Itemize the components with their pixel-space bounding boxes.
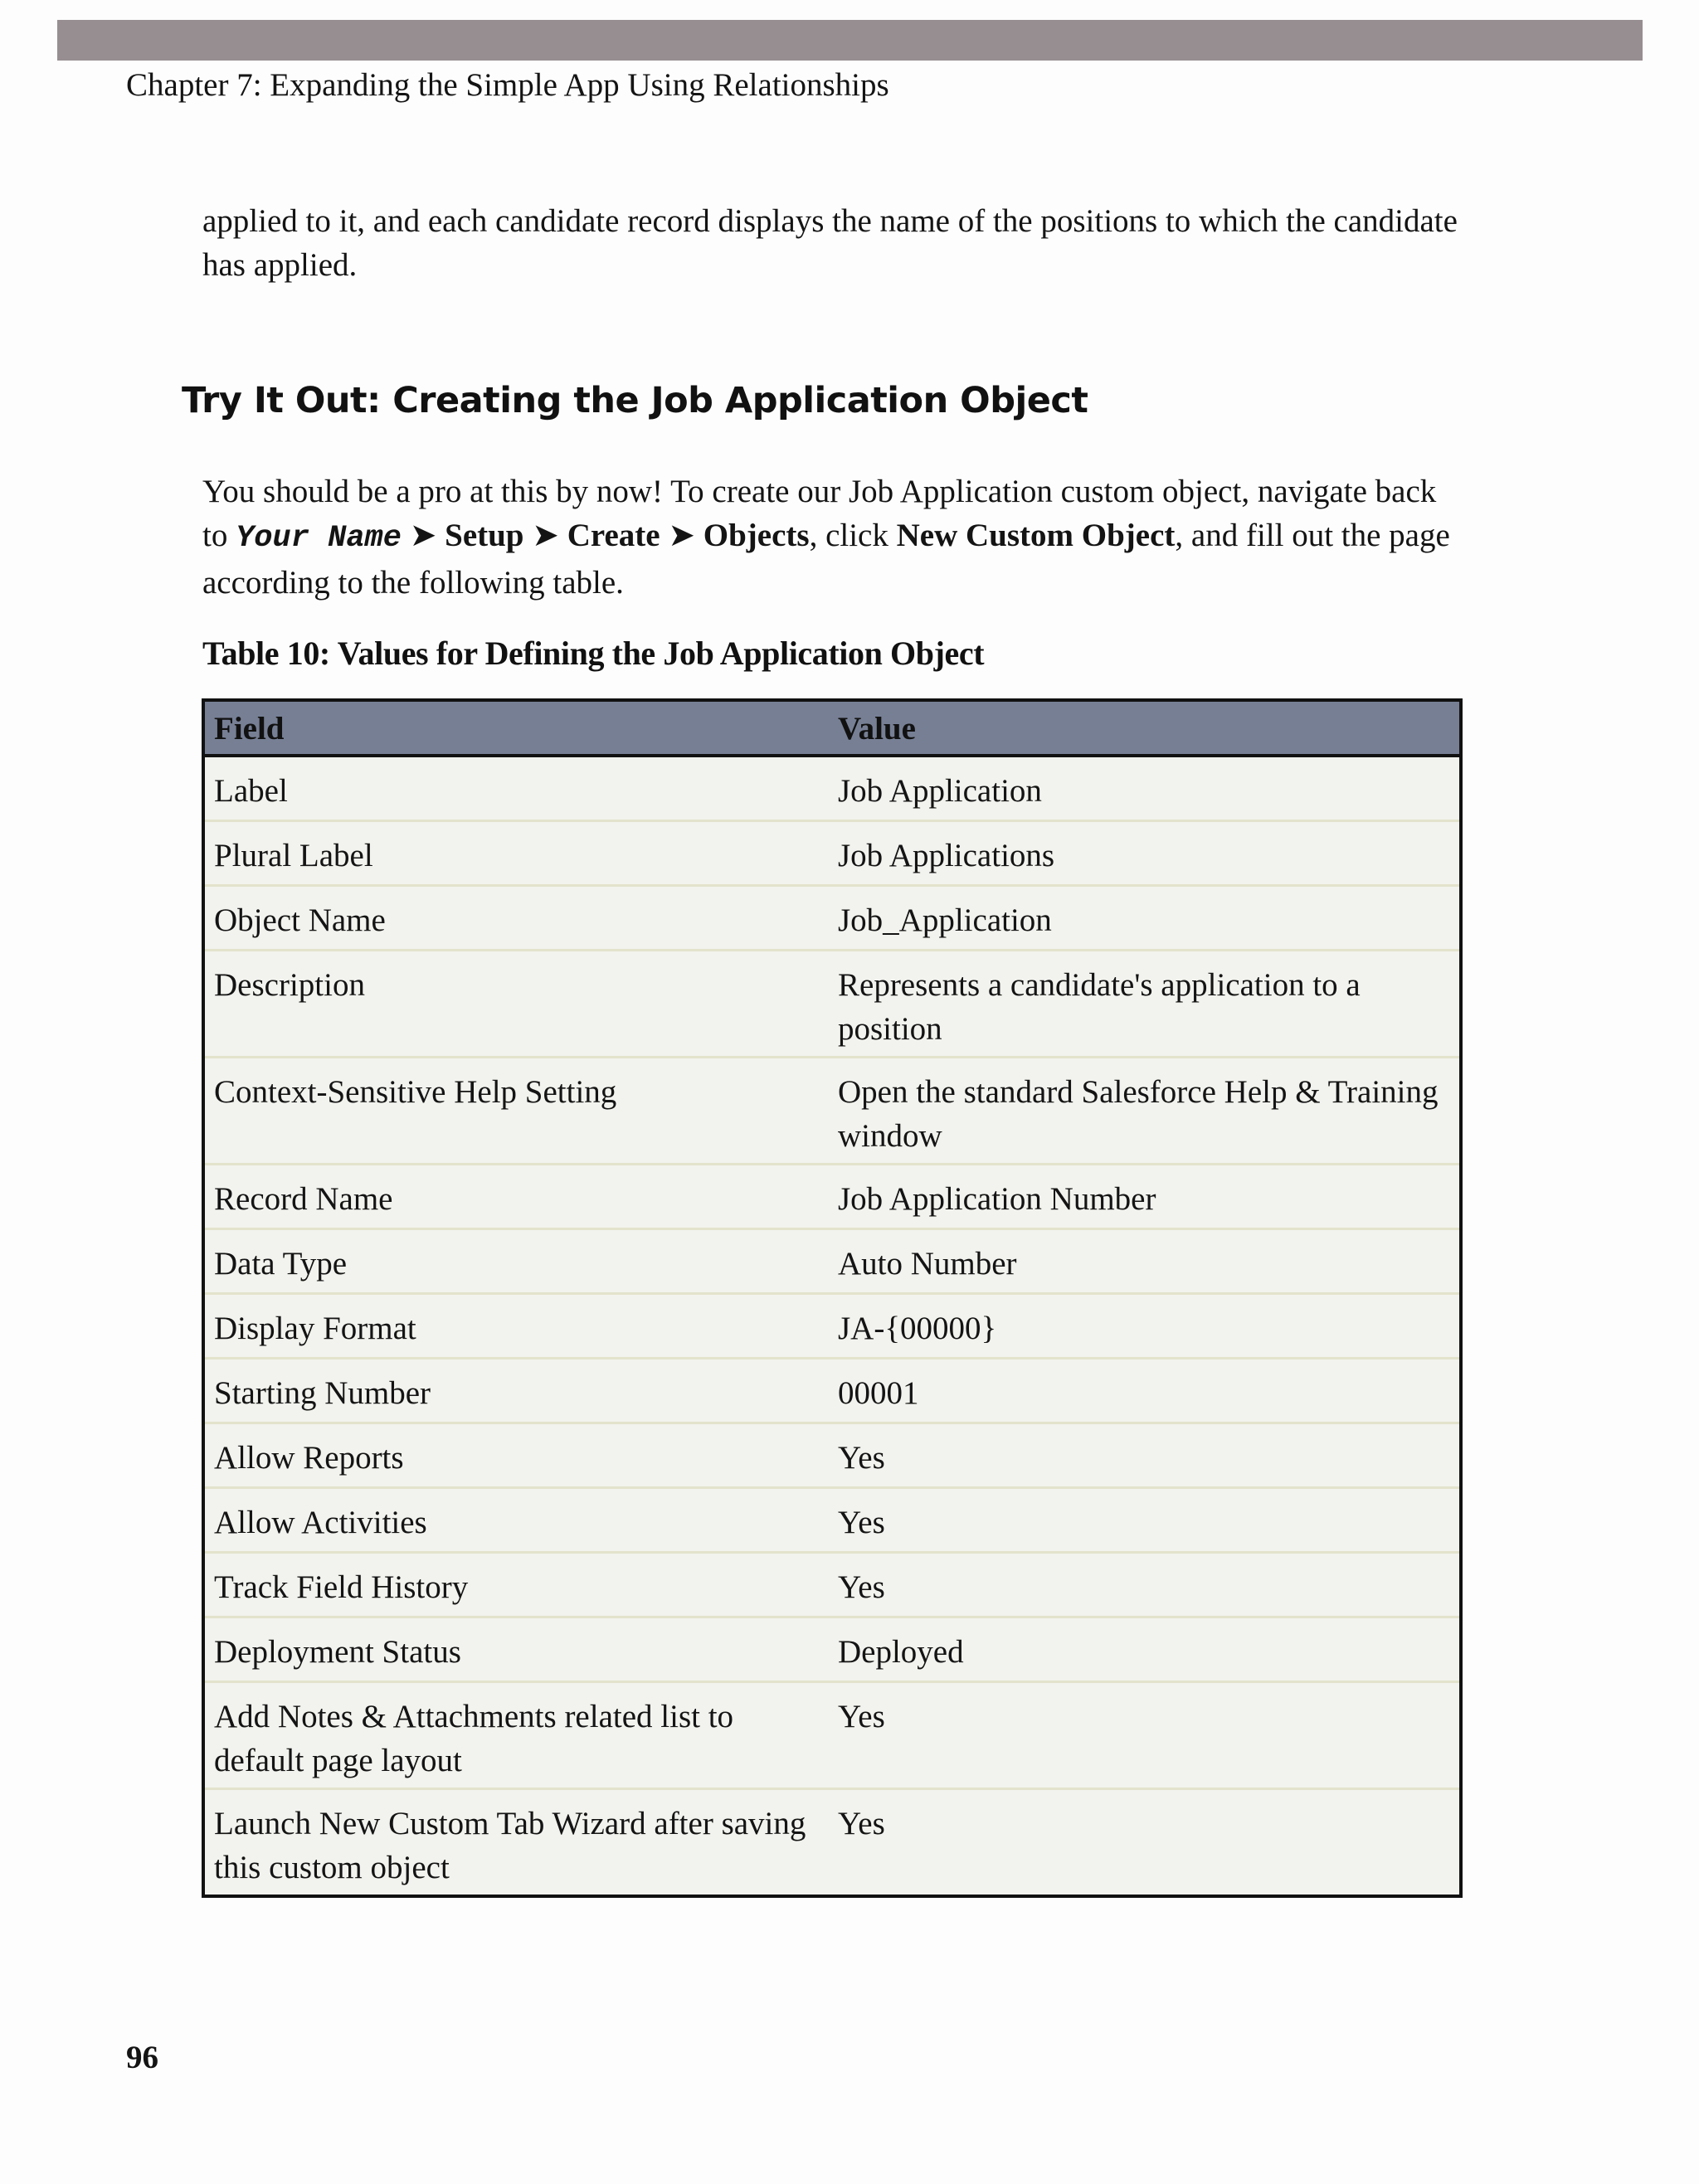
field-cell: Data Type (203, 1229, 829, 1294)
create-menu-path: Create (567, 518, 660, 553)
instructions-text-1: You should be a pro at this by now! To create our Job Application custom object, navigate back to (202, 474, 1437, 553)
table-row (203, 1058, 1461, 1165)
value-cell: Yes (829, 1789, 1461, 1897)
field-cell: Track Field History (203, 1553, 829, 1617)
table-row (203, 1617, 1461, 1682)
field-cell: Label (203, 756, 829, 821)
value-cell: Auto Number (829, 1229, 1461, 1294)
table-row (203, 1229, 1461, 1294)
table-row (203, 886, 1461, 951)
value-cell: Job Application (829, 756, 1461, 821)
value-cell: Job Applications (829, 821, 1461, 886)
field-cell: Starting Number (203, 1359, 829, 1423)
column-header-value: Value (829, 700, 1461, 756)
field-cell: Record Name (203, 1165, 829, 1229)
table-row (203, 1423, 1461, 1488)
table-row (203, 1165, 1461, 1229)
running-head: Chapter 7: Expanding the Simple App Using Relationships (126, 67, 889, 103)
value-cell: Open the standard Salesforce Help & Training window (829, 1058, 1461, 1165)
table-row (203, 951, 1461, 1058)
objects-menu-path: Objects (703, 518, 810, 553)
field-cell: Description (203, 951, 829, 1058)
value-cell: Yes (829, 1488, 1461, 1553)
value-cell: Job_Application (829, 886, 1461, 951)
field-cell: Display Format (203, 1294, 829, 1359)
field-cell: Deployment Status (203, 1617, 829, 1682)
value-cell: Yes (829, 1423, 1461, 1488)
page-number: 96 (126, 2040, 158, 2075)
field-cell: Object Name (203, 886, 829, 951)
table-row (203, 1294, 1461, 1359)
value-cell: Yes (829, 1553, 1461, 1617)
value-cell: Yes (829, 1682, 1461, 1789)
header-bar (57, 20, 1643, 61)
path-separator: ➤ (523, 518, 567, 553)
table-header-row (203, 700, 1461, 756)
instructions-text-3: , and fill out the page according to the following table. (202, 518, 1450, 601)
new-custom-object-label: New Custom Object (896, 518, 1176, 553)
field-cell: Allow Activities (203, 1488, 829, 1553)
field-cell: Allow Reports (203, 1423, 829, 1488)
field-cell: Add Notes & Attachments related list to default page layout (203, 1682, 829, 1789)
value-cell: JA-{00000} (829, 1294, 1461, 1359)
value-cell: Deployed (829, 1617, 1461, 1682)
values-table (202, 698, 1463, 1898)
value-cell: Represents a candidate's application to a position (829, 951, 1461, 1058)
field-cell: Plural Label (203, 821, 829, 886)
table-row (203, 756, 1461, 821)
path-separator: ➤ (401, 518, 445, 553)
setup-menu-path: Setup (445, 518, 524, 553)
table-row (203, 1553, 1461, 1617)
field-cell: Context-Sensitive Help Setting (203, 1058, 829, 1165)
field-cell: Launch New Custom Tab Wizard after saving this custom object (203, 1789, 829, 1897)
instructions-text-2: , click (809, 518, 897, 553)
intro-paragraph: applied to it, and each candidate record displays the name of the positions to which the candidate has applied. (202, 203, 1458, 283)
your-name-code: Your Name (236, 521, 402, 556)
section-heading: Try It Out: Creating the Job Application Object (182, 380, 1088, 421)
table-row (203, 1682, 1461, 1789)
value-cell: Job Application Number (829, 1165, 1461, 1229)
instructions-paragraph (202, 469, 1463, 605)
table-row (203, 1789, 1461, 1897)
table-row (203, 821, 1461, 886)
column-header-field: Field (203, 700, 829, 756)
table-row (203, 1488, 1461, 1553)
table-caption: Table 10: Values for Defining the Job Application Object (202, 635, 985, 672)
table-row (203, 1359, 1461, 1423)
value-cell: 00001 (829, 1359, 1461, 1423)
path-separator: ➤ (660, 518, 703, 553)
